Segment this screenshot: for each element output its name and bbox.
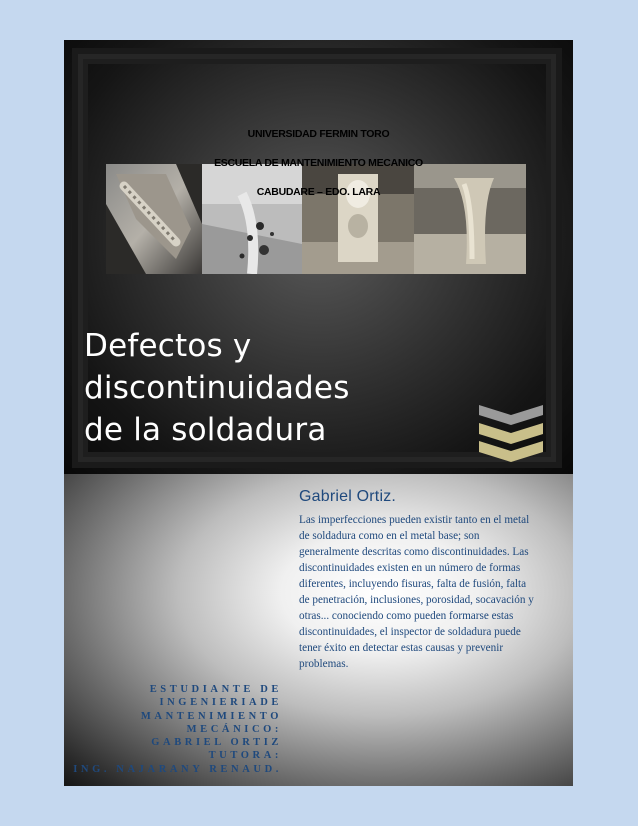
credits-line: MECÁNICO: [186, 723, 282, 735]
weld-photo-4 [414, 164, 526, 274]
abstract-line: discontinuidades, el inspector de soldadura puede [299, 626, 521, 638]
title-line-3: de la soldadura [84, 412, 327, 448]
title-line-1: Defectos y [84, 328, 252, 364]
title-line-2: discontinuidades [84, 370, 350, 406]
credits-line: INGENIERIADE [159, 697, 282, 709]
credits-line: MANTENIMIENTO [140, 710, 282, 722]
credits-line: ESTUDIANTE DE [149, 684, 282, 695]
weld-photo-2 [202, 164, 302, 274]
abstract-line: tener éxito en detectar estas causas y prevenir [299, 642, 504, 654]
abstract-line: problemas. [299, 658, 349, 670]
weld-photos-strip [106, 164, 526, 274]
abstract-line: generalmente descritas como discontinuidades. Las [299, 546, 529, 558]
credits-line: ING. NAJARANY RENAUD. [73, 763, 282, 775]
abstract-line: diferentes, incluyendo fisuras, falta de fusión, falta [299, 578, 527, 590]
cover-page [64, 40, 573, 786]
student-credits [64, 683, 282, 776]
university-name: UNIVERSIDAD FERMIN TORO [247, 128, 390, 140]
author-name: Gabriel Ortiz. [299, 488, 397, 505]
abstract-line: de soldadura como en el metal base; son [299, 530, 480, 542]
credits-line: GABRIEL ORTIZ [151, 737, 282, 749]
chevron-icon [479, 405, 543, 468]
school-name: ESCUELA DE MANTENIMIENTO MECANICO [214, 157, 423, 169]
abstract-line: otras... conociendo como pueden formarse estas [299, 610, 514, 622]
weld-photo-3 [302, 164, 414, 274]
abstract-line: Las imperfecciones pueden existir tanto en el metal [299, 514, 530, 526]
location-text: CABUDARE – EDO. LARA [256, 186, 381, 198]
abstract-line: de penetración, inclusiones, porosidad, socavación y [299, 594, 534, 606]
document-title [84, 325, 464, 451]
abstract-text [299, 512, 563, 672]
abstract-line: discontinuidades existen en un número de formas [299, 562, 521, 574]
weld-photo-1 [106, 164, 202, 274]
credits-line: TUTORA: [208, 750, 282, 762]
